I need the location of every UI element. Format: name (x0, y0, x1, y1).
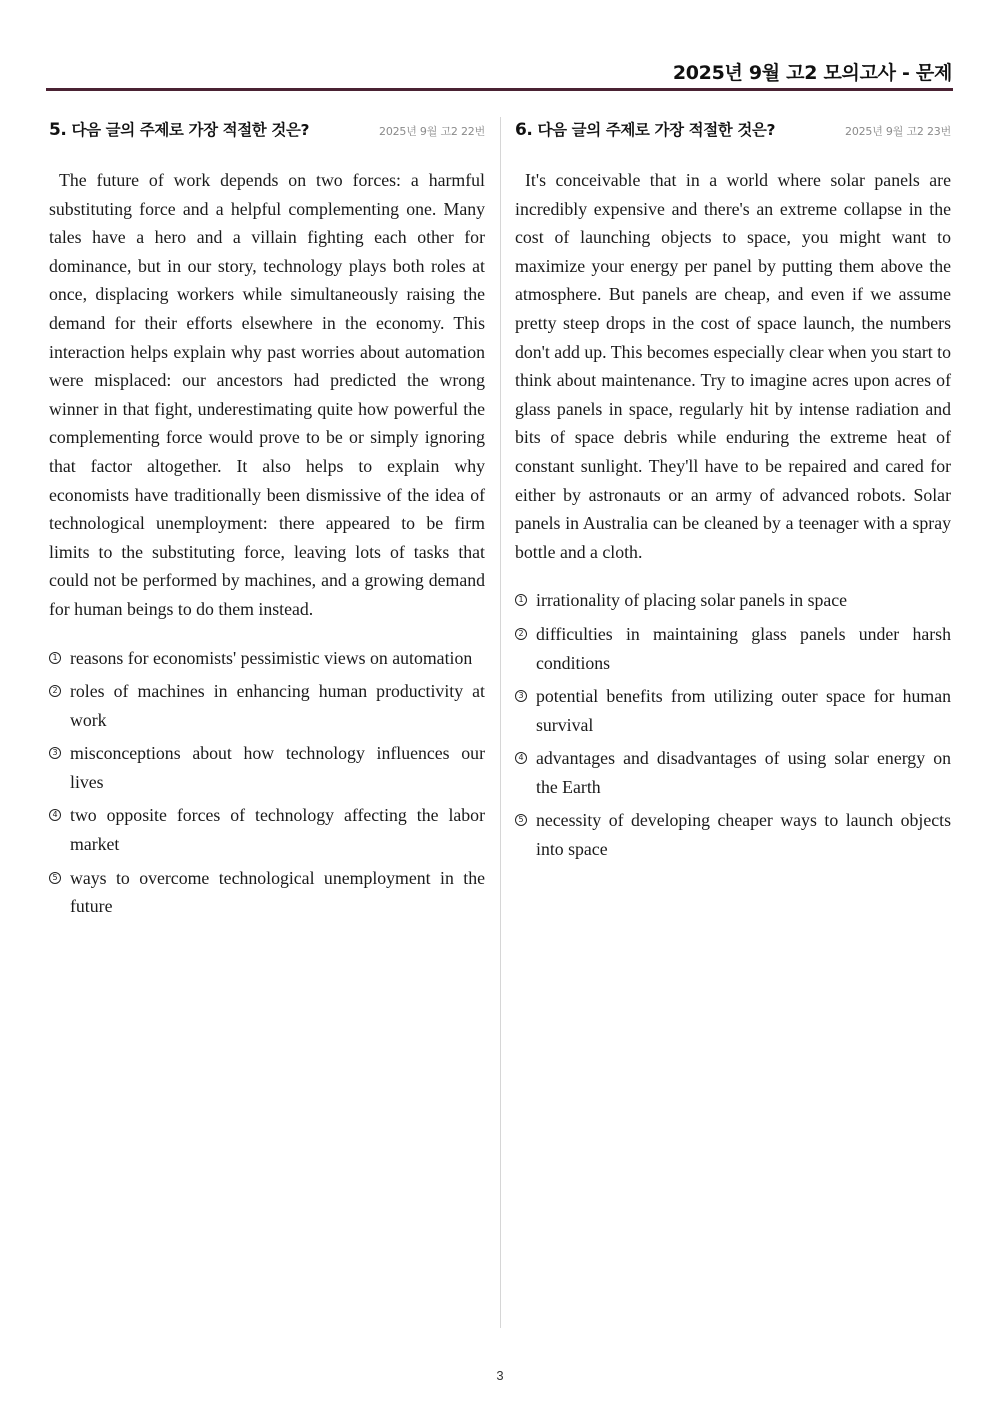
header-rule (46, 88, 953, 91)
choice-text: misconceptions about how technology influences our lives (70, 743, 485, 792)
choice-marker-5: 5 (515, 814, 527, 826)
page-header-title: 2025년 9월 고2 모의고사 - 문제 (672, 62, 952, 84)
question-6 (515, 118, 951, 869)
choice-text: irrationality of placing solar panels in space (536, 590, 848, 611)
choice-1[interactable] (515, 586, 951, 615)
choice-marker-5: 5 (49, 872, 61, 884)
choice-marker-4: 4 (49, 809, 61, 821)
choice-text: roles of machines in enhancing human productivity at work (70, 681, 485, 730)
choice-marker-2: 2 (515, 628, 527, 640)
choice-marker-3: 3 (515, 690, 527, 702)
choice-text: potential benefits from utilizing outer space for human survival (536, 686, 951, 735)
question-title (515, 118, 775, 140)
question-prompt: 다음 글의 주제로 가장 적절한 것은? (537, 121, 776, 139)
choice-text: necessity of developing cheaper ways to launch objects into space (536, 810, 951, 860)
choice-marker-2: 2 (49, 685, 61, 697)
choice-text: two opposite forces of technology affecting the labor market (70, 805, 485, 855)
column-divider (500, 117, 501, 1328)
question-header (49, 118, 485, 144)
choice-2[interactable] (515, 620, 951, 677)
choice-marker-1: 1 (515, 594, 527, 606)
choice-4[interactable] (49, 801, 485, 858)
choice-text: ways to overcome technological unemployment in the future (70, 867, 485, 917)
question-source: 2025년 9월 고2 22번 (379, 125, 485, 138)
choice-marker-4: 4 (515, 752, 527, 764)
choice-text: difficulties in maintaining glass panels under harsh conditions (536, 623, 951, 673)
question-title (49, 118, 309, 140)
choice-3[interactable] (515, 682, 951, 739)
choice-3[interactable] (49, 739, 485, 796)
question-number: 6. (515, 120, 533, 140)
page-number: 3 (496, 1368, 504, 1383)
question-source: 2025년 9월 고2 23번 (845, 125, 951, 138)
choice-2[interactable] (49, 677, 485, 734)
choice-1[interactable] (49, 644, 485, 673)
question-prompt: 다음 글의 주제로 가장 적절한 것은? (71, 121, 310, 139)
question-5 (49, 118, 485, 926)
choice-5[interactable] (49, 864, 485, 921)
choice-marker-3: 3 (49, 747, 61, 759)
choice-list (49, 644, 485, 921)
choice-5[interactable] (515, 806, 951, 863)
question-number: 5. (49, 120, 67, 140)
question-header (515, 118, 951, 144)
choice-4[interactable] (515, 744, 951, 801)
question-passage: It's conceivable that in a world where solar panels are incredibly expensive and there's an extreme collapse in the cost of launching objects to space, you might want to maximize your energy per panel by putting them above the atmosphere. But panels are cheap, and even if we assume pretty steep drops in the cost of space launch, the numbers don't add up. This becomes especially clear when you start to think about maintenance. Try to imagine acres upon acres of glass panels in space, regularly hit by intense radiation and bits of space debris while enduring the extreme heat of constant sunlight. They'll have to be repaired and cared for either by astronauts or an army of advanced robots. Solar panels in Australia can be cleaned by a teenager with a spray bottle and a cloth. (515, 170, 951, 562)
choice-marker-1: 1 (49, 652, 61, 664)
choice-text: advantages and disadvantages of using solar energy on the Earth (536, 748, 951, 797)
choice-text: reasons for economists' pessimistic views on automation (70, 647, 473, 668)
question-passage: The future of work depends on two forces: a harmful substituting force and a helpful complementing one. Many tales have a hero and a villain fighting each other for dominance, but in our story, technology plays both roles at once, displacing workers while simultaneously raising the demand for their efforts elsewhere in the economy. This interaction helps explain why past worries about automation were misplaced: our ancestors had predicted the wrong winner in that fight, underestimating quite how powerful the complementing force would prove to be or simply ignoring that factor altogether. It also helps to explain why economists have traditionally been dismissive of the idea of technological unemployment: there appeared to be firm limits to the substituting force, leaving lots of tasks that could not be performed by machines, and a growing demand for human beings to do them instead. (49, 170, 485, 619)
choice-list (515, 586, 951, 863)
